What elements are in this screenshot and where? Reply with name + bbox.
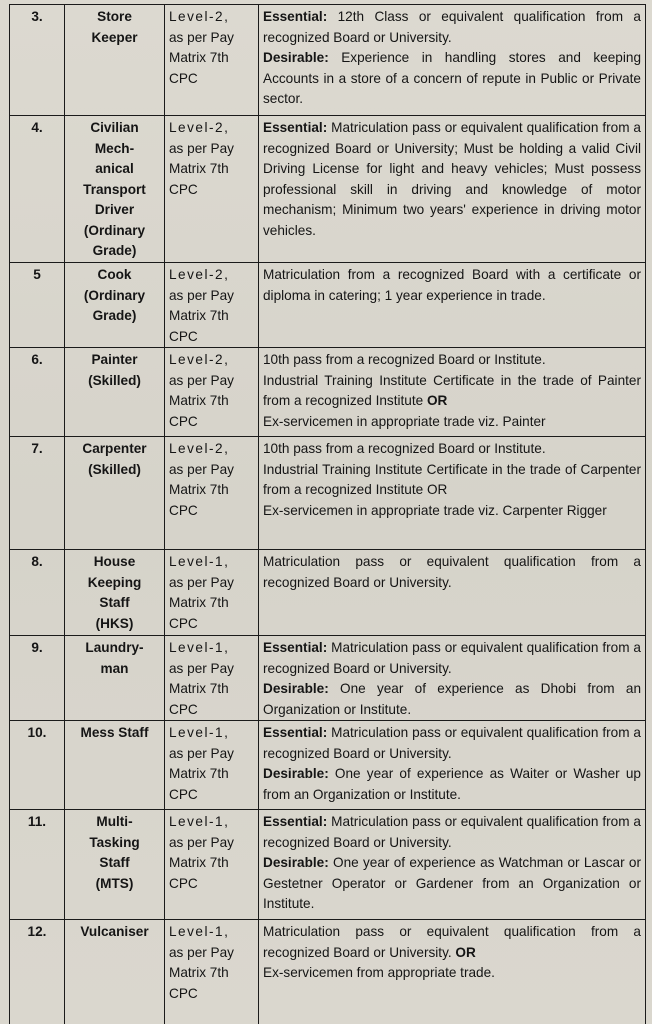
pay-level-line: Level-1, — [169, 554, 230, 569]
post-name-line: Mess Staff — [80, 725, 149, 740]
pay-level-line: Level-2, — [169, 267, 230, 282]
qualification — [259, 550, 646, 636]
pay-level-line: CPC — [169, 985, 198, 1001]
serial-number: 9. — [10, 636, 65, 721]
qualification — [259, 920, 646, 1024]
pay-level-line: as per Pay — [169, 461, 234, 477]
pay-level-line: as per Pay — [169, 140, 234, 156]
serial-number: 12. — [10, 920, 65, 1024]
qualification-text: Ex-servicemen in appropriate trade viz. Painter — [263, 413, 546, 429]
qualification-line — [263, 265, 641, 306]
qualification — [259, 263, 646, 348]
pay-level-line: CPC — [169, 70, 198, 86]
vacancy-row — [10, 550, 646, 636]
qualification-line — [263, 922, 641, 963]
serial-number: 3. — [10, 5, 65, 116]
qualification-text: 10th pass from a recognized Board or Institute. — [263, 352, 546, 367]
vacancy-row — [10, 263, 646, 348]
qualification-line — [263, 552, 641, 593]
qualification-line — [263, 638, 641, 679]
pay-level — [165, 920, 259, 1024]
pay-level-line: as per Pay — [169, 745, 234, 761]
post-name-line: Cook — [97, 267, 132, 282]
qualification-line — [263, 853, 641, 915]
pay-level — [165, 116, 259, 263]
vacancy-row — [10, 721, 646, 810]
qualification-text: Matriculation pass or equivalent qualification from a recognized Board or University. — [263, 924, 641, 960]
qualification — [259, 5, 646, 116]
post-name-line: Tasking — [89, 834, 140, 850]
qualification-line — [263, 118, 641, 241]
essential-label: Essential: — [263, 814, 328, 829]
pay-level-line: as per Pay — [169, 574, 234, 590]
pay-level-line: Matrix 7th — [169, 161, 229, 176]
post-name — [65, 721, 165, 810]
post-name — [65, 263, 165, 348]
pay-level-line: Level-1, — [169, 725, 230, 740]
pay-level — [165, 550, 259, 636]
qualification-line — [263, 412, 641, 433]
pay-level-line: CPC — [169, 786, 198, 802]
or-label: OR — [455, 944, 476, 960]
qualification — [259, 437, 646, 550]
qualification-line — [263, 439, 641, 460]
post-name-line: Vulcaniser — [80, 924, 149, 939]
pay-level-line: Level-2, — [169, 441, 230, 456]
pay-level-line: CPC — [169, 502, 198, 518]
qualification-text: Ex-servicemen in appropriate trade viz. Carpenter Rigger — [263, 502, 607, 518]
or-label: OR — [426, 393, 448, 408]
post-name — [65, 5, 165, 116]
pay-level-line: CPC — [169, 328, 198, 344]
post-name — [65, 810, 165, 920]
qualification-text: One year of experience as Watchman or Lascar or Gestetner Operator or Gardener from an Organization or Institute. — [263, 855, 641, 911]
post-name-line: (Ordinary — [83, 287, 146, 303]
post-name-line: Keeping — [87, 574, 142, 590]
post-name-line: Painter — [91, 352, 138, 367]
qualification — [259, 810, 646, 920]
qualification-line — [263, 350, 641, 371]
desirable-label: Desirable: — [263, 50, 329, 65]
post-name-line: Carpenter — [82, 441, 147, 456]
serial-number: 6. — [10, 348, 65, 437]
qualification-text: One year of experience as Dhobi from an Organization or Institute. — [263, 681, 641, 717]
pay-level-line: Level-2, — [169, 352, 230, 367]
post-name-line: House — [93, 554, 136, 569]
desirable-label: Desirable: — [263, 855, 329, 870]
pay-level-line: Level-1, — [169, 640, 230, 655]
pay-level-line: as per Pay — [169, 372, 234, 388]
pay-level-line: Matrix 7th — [169, 595, 229, 610]
qualification-text: Industrial Training Institute Certificate in the trade of Carpenter from a recognized Institute OR — [263, 461, 641, 497]
post-name-line: Transport — [83, 181, 146, 197]
pay-level-line: Matrix 7th — [169, 965, 229, 980]
post-name-line: Driver — [94, 202, 135, 217]
qualification-line — [263, 963, 641, 984]
serial-number: 4. — [10, 116, 65, 263]
pay-level-line: Level-2, — [169, 120, 230, 135]
serial-number: 7. — [10, 437, 65, 550]
post-name-line: (HKS) — [95, 615, 134, 631]
post-name — [65, 116, 165, 263]
pay-level-line: Matrix 7th — [169, 681, 229, 696]
vacancy-table-body — [10, 5, 646, 1024]
post-name — [65, 636, 165, 721]
pay-level-line: Matrix 7th — [169, 308, 229, 323]
post-name-line: Grade) — [92, 243, 137, 258]
qualification-line — [263, 501, 641, 522]
post-name-line: Multi- — [96, 814, 133, 829]
vacancy-row — [10, 348, 646, 437]
qualification-text: 10th pass from a recognized Board or Institute. — [263, 441, 546, 456]
pay-level-line: CPC — [169, 701, 198, 717]
qualification-text: Matriculation pass or equivalent qualification from a recognized Board or University; Must be holding a valid Civil Driving License for light and heavy vehicles; Must possess professional skill in driving and knowledge of motor mechanism; Minimum two years' experience in driving motor vehicles. — [263, 120, 641, 238]
pay-level-line: CPC — [169, 875, 198, 891]
qualification — [259, 348, 646, 437]
vacancy-row — [10, 437, 646, 550]
pay-level-line: Matrix 7th — [169, 855, 229, 870]
pay-level-line: CPC — [169, 413, 198, 429]
post-name-line: man — [100, 660, 129, 676]
pay-level-line: Matrix 7th — [169, 50, 229, 65]
essential-label: Essential: — [263, 640, 328, 655]
post-name-line: Laundry- — [85, 640, 144, 655]
qualification-text: Matriculation pass or equivalent qualification from a recognized Board or University. — [263, 554, 641, 590]
serial-number: 10. — [10, 721, 65, 810]
qualification-text: Matriculation from a recognized Board with a certificate or diploma in catering; 1 year experience in trade. — [263, 267, 641, 303]
pay-level-line: as per Pay — [169, 660, 234, 676]
qualification-text: One year of experience as Waiter or Washer up from an Organization or Institute. — [263, 766, 641, 802]
desirable-label: Desirable: — [263, 681, 329, 696]
qualification-text: Industrial Training Institute Certificate in the trade of Painter from a recognized Institute — [263, 372, 641, 408]
pay-level-line: CPC — [169, 615, 198, 631]
qualification-line — [263, 48, 641, 110]
post-name-line: Store — [97, 9, 132, 24]
post-name — [65, 348, 165, 437]
qualification-text: Ex-servicemen from appropriate trade. — [263, 965, 495, 980]
pay-level — [165, 636, 259, 721]
pay-level-line: as per Pay — [169, 29, 234, 45]
pay-level-line: Level-1, — [169, 814, 230, 829]
desirable-label: Desirable: — [263, 766, 329, 781]
post-name — [65, 550, 165, 636]
vacancy-row — [10, 116, 646, 263]
vacancy-row — [10, 810, 646, 920]
pay-level-line: Matrix 7th — [169, 393, 229, 408]
post-name — [65, 920, 165, 1024]
post-name-line: anical — [95, 161, 134, 176]
pay-level-line: as per Pay — [169, 287, 234, 303]
qualification-text: Matriculation pass or equivalent qualification from a recognized Board or University. — [263, 640, 641, 676]
qualification-line — [263, 7, 641, 48]
post-name-line: (Skilled) — [88, 461, 141, 477]
serial-number: 11. — [10, 810, 65, 920]
pay-level — [165, 348, 259, 437]
pay-level — [165, 5, 259, 116]
qualification-line — [263, 723, 641, 764]
post-name-line: Keeper — [91, 29, 138, 45]
pay-level — [165, 810, 259, 920]
pay-level — [165, 437, 259, 550]
qualification — [259, 721, 646, 810]
qualification-line — [263, 460, 641, 501]
post-name-line: (Skilled) — [88, 372, 141, 388]
qualification-text: Experience in handling stores and keeping Accounts in a store of a concern of repute in Public or Private sector. — [263, 50, 641, 106]
qualification-line — [263, 812, 641, 853]
pay-level-line: Level-1, — [169, 924, 230, 939]
qualification — [259, 116, 646, 263]
post-name-line: Staff — [99, 855, 130, 870]
vacancy-row — [10, 636, 646, 721]
vacancy-table — [9, 4, 646, 1024]
qualification-text: Matriculation pass or equivalent qualification from a recognized Board or University. — [263, 725, 641, 761]
post-name-line: Staff — [99, 595, 130, 610]
pay-level-line: as per Pay — [169, 944, 234, 960]
qualification-line — [263, 764, 641, 805]
qualification-line — [263, 679, 641, 720]
pay-level — [165, 263, 259, 348]
post-name — [65, 437, 165, 550]
pay-level-line: CPC — [169, 181, 198, 197]
post-name-line: (Ordinary — [83, 222, 146, 238]
qualification-text: Matriculation pass or equivalent qualification from a recognized Board or University. — [263, 814, 641, 850]
pay-level-line: Level-2, — [169, 9, 230, 24]
post-name-line: Civilian — [90, 120, 139, 135]
serial-number: 8. — [10, 550, 65, 636]
essential-label: Essential: — [263, 9, 328, 24]
pay-level-line: Matrix 7th — [169, 766, 229, 781]
post-name-line: Grade) — [92, 308, 137, 323]
qualification — [259, 636, 646, 721]
pay-level — [165, 721, 259, 810]
qualification-line — [263, 371, 641, 412]
essential-label: Essential: — [263, 725, 328, 740]
post-name-line: (MTS) — [95, 875, 134, 891]
vacancy-row — [10, 920, 646, 1024]
vacancy-row — [10, 5, 646, 116]
post-name-line: Mech- — [94, 140, 135, 156]
pay-level-line: Matrix 7th — [169, 482, 229, 497]
serial-number: 5 — [10, 263, 65, 348]
pay-level-line: as per Pay — [169, 834, 234, 850]
qualification-text: 12th Class or equivalent qualification from a recognized Board or University. — [263, 9, 641, 45]
essential-label: Essential: — [263, 120, 328, 135]
